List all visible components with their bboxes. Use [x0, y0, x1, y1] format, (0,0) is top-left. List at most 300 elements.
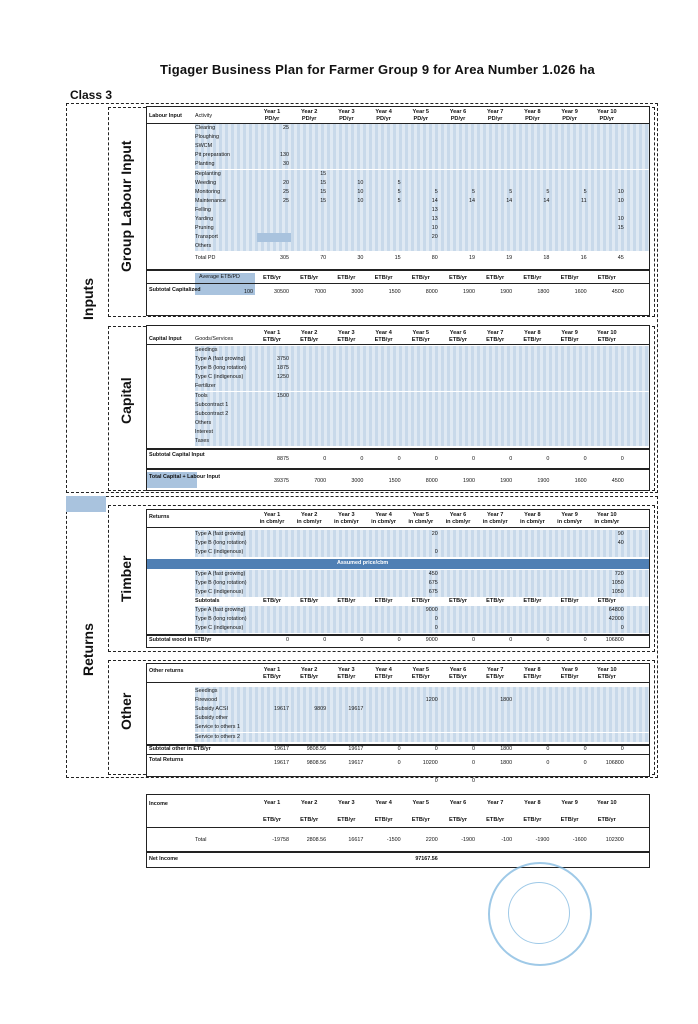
row-label: Yarding	[195, 216, 214, 222]
unit-header: ETB/yr	[560, 598, 579, 604]
transport-highlight	[257, 233, 291, 242]
cell-value: 1800	[537, 289, 550, 295]
cell-value: 10	[357, 179, 364, 186]
cell-value: 15	[320, 170, 327, 177]
below-value: 0	[472, 778, 475, 784]
cell-value: 10	[617, 197, 624, 204]
row-label: Replanting	[195, 170, 221, 177]
unit-header: PD/yr	[339, 116, 354, 122]
other-label: Other	[118, 692, 134, 730]
row-label: Subtotal Capital Input	[149, 452, 205, 458]
cell-value: 14	[431, 197, 438, 204]
cell-value: 19617	[348, 746, 364, 752]
row-label: Goods/Services	[195, 336, 234, 342]
row-band	[195, 539, 649, 548]
year-header: Year 2	[300, 667, 318, 673]
unit-header: ETB/yr	[448, 817, 468, 823]
unit-header: in cbm/yr	[519, 519, 545, 525]
unit-header: in cbm/yr	[557, 519, 583, 525]
cell-value: 19617	[274, 706, 289, 713]
unit-header: ETB/yr	[597, 817, 616, 823]
cell-value: 0	[546, 456, 550, 462]
cell-value: 80	[431, 255, 438, 261]
cell-value: 14	[543, 197, 550, 204]
cell-value: 11	[580, 197, 587, 204]
row-label: Planting	[195, 161, 215, 168]
row-label: Type A (fast growing)	[195, 531, 246, 537]
cell-value: 0	[583, 637, 587, 643]
cell-value: 64800	[608, 607, 624, 613]
year-header: Year 1	[263, 330, 281, 336]
cell-value: 30	[283, 161, 289, 168]
price-bar	[147, 559, 649, 569]
row-label: Fertilizer	[195, 383, 216, 390]
year-header: Year 4	[375, 109, 392, 115]
cell-value: 1900	[463, 478, 475, 484]
unit-header: ETB/yr	[411, 817, 430, 823]
unit-header: in cbm/yr	[333, 519, 359, 525]
year-header: Year 10	[596, 800, 617, 806]
row-label: Seedings	[195, 688, 218, 694]
cell-value: 1500	[388, 289, 401, 295]
cell-value: 0	[546, 637, 550, 643]
rule-line	[147, 754, 649, 755]
cell-value: 0	[434, 549, 438, 555]
row-label: Pruning	[195, 225, 214, 232]
row-label: Total PD	[195, 255, 216, 261]
cell-value: 1500	[388, 478, 401, 484]
official-stamp	[488, 862, 592, 966]
cell-value: 0	[583, 746, 587, 752]
cell-value: 0	[546, 746, 550, 752]
unit-header: ETB/yr	[374, 275, 393, 281]
cell-value: 5	[546, 188, 550, 195]
row-label: Type B (long rotation)	[195, 365, 247, 372]
cell-value: 10200	[422, 760, 438, 766]
cell-value: 20	[431, 531, 438, 537]
row-label: Clearing	[195, 125, 216, 131]
unit-header: ETB/yr	[262, 275, 282, 281]
cell-value: 1800	[500, 760, 513, 766]
rule-line	[147, 283, 649, 284]
row-label: Ploughing	[195, 134, 219, 141]
row-band	[195, 170, 649, 179]
cell-value: 39375	[274, 478, 289, 484]
cell-value: 0	[434, 456, 438, 462]
year-header: Year 3	[338, 800, 355, 806]
cell-value: 1250	[277, 374, 289, 381]
row-band	[195, 382, 649, 391]
cell-value: 9000	[425, 607, 438, 613]
unit-header: ETB/yr	[597, 337, 616, 343]
cell-value: 25	[283, 188, 289, 195]
cell-value: 7000	[314, 289, 327, 295]
cell-value: 16	[580, 255, 587, 261]
cell-value: 675	[428, 589, 438, 595]
cell-value: -1500	[386, 837, 401, 843]
unit-header: ETB/yr	[560, 275, 579, 281]
cell-value: 0	[397, 746, 401, 752]
unit-header: ETB/yr	[411, 337, 430, 343]
cell-value: 70	[320, 255, 327, 261]
unit-header: ETB/yr	[560, 817, 579, 823]
cell-value: 45	[617, 255, 624, 261]
unit-header: ETB/yr	[262, 337, 282, 343]
cell-value: 30500	[274, 289, 289, 295]
below-value: 0	[434, 778, 438, 784]
cell-value: 19617	[274, 760, 289, 766]
year-header: Year 10	[596, 512, 617, 518]
cell-value: 0	[472, 637, 475, 643]
unit-header: in cbm/yr	[482, 519, 508, 525]
unit-header: ETB/yr	[560, 674, 579, 680]
unit-header: ETB/yr	[300, 674, 319, 680]
unit-header: PD/yr	[376, 116, 391, 122]
row-band	[195, 401, 649, 410]
row-label: Average ETB/PD	[199, 274, 240, 280]
row-label: Service to others 1	[195, 724, 240, 731]
rule-line	[147, 269, 649, 271]
divider-shade	[66, 496, 106, 512]
unit-header: ETB/yr	[337, 674, 356, 680]
row-band	[195, 428, 649, 437]
row-label: Weeding	[195, 179, 217, 186]
unit-header: ETB/yr	[486, 674, 505, 680]
cell-value: 1600	[574, 478, 587, 484]
year-header: Year 9	[561, 667, 578, 673]
unit-header: ETB/yr	[374, 598, 393, 604]
cell-value: 5	[397, 188, 401, 195]
year-header: Year 5	[412, 512, 430, 518]
cell-value: 19617	[348, 706, 364, 713]
year-header: Year 9	[561, 512, 578, 518]
row-label: Subcontract 1	[195, 401, 229, 408]
year-header: Year 7	[486, 667, 504, 673]
row-label: Type C (indigenous)	[195, 374, 244, 381]
unit-header: in cbm/yr	[445, 519, 471, 525]
cell-value: 19	[469, 255, 475, 261]
unit-header: ETB/yr	[374, 337, 393, 343]
cell-value: 0	[583, 456, 587, 462]
unit-header: ETB/yr	[411, 275, 430, 281]
row-label: Total Capital + Labour Input	[149, 474, 221, 480]
row-label: SWCM	[195, 143, 213, 150]
rule-line	[147, 448, 649, 450]
cell-value: 0	[286, 637, 289, 643]
cell-value: 1600	[574, 289, 587, 295]
unit-header: ETB/yr	[523, 275, 542, 281]
row-label: Type A (fast growing)	[195, 356, 246, 363]
cell-value: 25	[283, 125, 289, 131]
unit-header: ETB/yr	[337, 275, 356, 281]
year-header: Year 9	[561, 800, 578, 806]
cell-value: 0	[472, 746, 475, 752]
cell-value: 40	[617, 540, 624, 546]
row-band	[195, 714, 649, 723]
year-header: Year 6	[449, 800, 467, 806]
cell-value: 20	[283, 179, 289, 186]
row-label: Type C (indigenous)	[195, 589, 244, 595]
unit-header: PD/yr	[450, 116, 466, 122]
class-label: Class 3	[70, 88, 113, 102]
year-header: Year 6	[449, 109, 467, 115]
cell-value: 4500	[611, 289, 624, 295]
row-label: Labour Input	[149, 113, 182, 119]
capital-table	[146, 325, 650, 491]
unit-header: ETB/yr	[486, 275, 505, 281]
unit-header: ETB/yr	[523, 817, 542, 823]
cell-value: 1500	[277, 392, 289, 399]
row-band	[195, 346, 649, 355]
unit-header: PD/yr	[487, 116, 503, 122]
unit-header: in cbm/yr	[408, 519, 434, 525]
unit-header: ETB/yr	[374, 817, 393, 823]
cell-value: 0	[323, 456, 327, 462]
cell-value: 0	[620, 746, 624, 752]
unit-header: ETB/yr	[597, 674, 616, 680]
row-label: Subtotals	[195, 598, 220, 604]
inputs-label: Inputs	[80, 278, 96, 320]
unit-header: PD/yr	[562, 116, 577, 122]
cell-value: 90	[617, 531, 624, 537]
unit-header: in cbm/yr	[259, 519, 285, 525]
unit-header: ETB/yr	[300, 817, 319, 823]
cell-value: -19758	[272, 837, 289, 843]
avg-rate-value: 100	[244, 289, 253, 295]
cell-value: 1800	[500, 697, 513, 704]
row-label: Total	[195, 837, 207, 843]
cell-value: 8875	[277, 456, 289, 462]
unit-header: in cbm/yr	[371, 519, 397, 525]
cell-value: 0	[360, 456, 364, 462]
unit-header: ETB/yr	[300, 598, 319, 604]
price-label: Assumed price/cbm	[337, 560, 389, 566]
row-label: Type C (indigenous)	[195, 625, 244, 631]
cell-value: 3750	[277, 356, 289, 363]
cell-value: 10	[617, 216, 624, 222]
unit-header: ETB/yr	[262, 817, 282, 823]
other-table	[146, 663, 650, 784]
row-band	[195, 419, 649, 428]
year-header: Year 5	[412, 667, 430, 673]
row-label: Total Returns	[149, 757, 184, 763]
cell-value: 0	[360, 637, 364, 643]
unit-header: PD/yr	[301, 116, 317, 122]
rule-line	[147, 851, 649, 853]
rule-line	[147, 682, 649, 683]
unit-header: ETB/yr	[597, 275, 616, 281]
cell-value: 9000	[425, 637, 438, 643]
row-label: Felling	[195, 206, 211, 213]
unit-header: ETB/yr	[486, 337, 505, 343]
cell-value: 0	[397, 637, 401, 643]
cell-value: 1200	[425, 697, 438, 704]
row-label: Monitoring	[195, 188, 221, 195]
cell-value: 42000	[608, 616, 624, 622]
cell-value: 13	[431, 216, 438, 222]
cell-value: 20	[431, 234, 438, 241]
year-header: Year 2	[300, 800, 318, 806]
row-label: Pit preparation	[195, 152, 231, 159]
row-label: Seedings	[195, 347, 218, 353]
row-band	[195, 242, 649, 251]
cell-value: 106800	[605, 637, 624, 643]
cell-value: 130	[280, 152, 289, 159]
cell-value: 1050	[611, 580, 624, 586]
row-label: Returns	[149, 514, 170, 520]
unit-header: ETB/yr	[448, 598, 468, 604]
cell-value: 1900	[463, 289, 475, 295]
cell-value: 0	[434, 746, 438, 752]
unit-header: ETB/yr	[262, 598, 282, 604]
year-header: Year 3	[338, 109, 355, 115]
cell-value: 8000	[425, 289, 438, 295]
unit-header: ETB/yr	[486, 817, 505, 823]
cell-value: 5	[434, 188, 438, 195]
income-table	[146, 794, 650, 868]
year-header: Year 5	[412, 800, 430, 806]
row-band	[195, 723, 649, 732]
cell-value: 0	[620, 456, 624, 462]
rule-line	[147, 827, 649, 828]
cell-value: 19617	[348, 760, 364, 766]
year-header: Year 1	[263, 512, 281, 518]
cell-value: 0	[472, 456, 475, 462]
unit-header: ETB/yr	[486, 598, 505, 604]
row-label: Service to others 2	[195, 733, 240, 740]
year-header: Year 8	[524, 109, 541, 115]
row-band	[195, 733, 649, 742]
row-label: Tools	[195, 392, 208, 399]
cell-value: 15	[320, 197, 327, 204]
row-label: Subsidy other	[195, 715, 228, 722]
row-label: Other returns	[149, 668, 184, 674]
cell-value: -1600	[572, 837, 587, 843]
row-label: Capital Input	[149, 336, 182, 342]
year-header: Year 6	[449, 512, 467, 518]
year-header: Year 4	[375, 512, 392, 518]
year-header: Year 2	[300, 512, 318, 518]
cell-value: 5	[472, 188, 475, 195]
capital-label: Capital	[118, 377, 134, 424]
cell-value: 1050	[611, 589, 624, 595]
year-header: Year 2	[300, 109, 318, 115]
unit-header: ETB/yr	[337, 337, 356, 343]
labour-table	[146, 106, 650, 316]
row-label: Transport	[195, 234, 218, 241]
cell-value: 450	[428, 571, 438, 577]
year-header: Year 10	[596, 330, 617, 336]
year-header: Year 8	[524, 330, 541, 336]
row-label: Subcontract 2	[195, 410, 229, 417]
unit-header: ETB/yr	[337, 598, 356, 604]
year-header: Year 8	[524, 800, 541, 806]
row-label: Others	[195, 243, 212, 250]
year-header: Year 1	[263, 109, 281, 115]
year-header: Year 6	[449, 667, 467, 673]
row-label: Subsidy ACSI	[195, 706, 228, 713]
cell-value: 3000	[351, 478, 364, 484]
cell-value: 2200	[425, 837, 438, 843]
timber-label: Timber	[118, 555, 134, 602]
year-header: Year 4	[375, 330, 392, 336]
cell-value: 10	[431, 225, 438, 232]
cell-value: 9809	[314, 706, 327, 713]
row-label: Taxes	[195, 438, 210, 444]
cell-value: 305	[280, 255, 289, 261]
cell-value: 30	[357, 255, 364, 261]
cell-value: 1900	[500, 478, 513, 484]
cell-value: 8000	[425, 478, 438, 484]
row-label: Activity	[195, 113, 213, 119]
row-label: Income	[149, 801, 168, 807]
cell-value: 19	[506, 255, 513, 261]
year-header: Year 8	[524, 512, 541, 518]
unit-header: in cbm/yr	[594, 519, 620, 525]
cell-value: 16617	[348, 837, 364, 843]
unit-header: ETB/yr	[448, 337, 468, 343]
cell-value: 4500	[611, 478, 624, 484]
cell-value: 5	[397, 197, 401, 204]
cell-value: 0	[434, 616, 438, 622]
unit-header: ETB/yr	[560, 337, 579, 343]
timber-table	[146, 509, 650, 648]
row-label: Firewood	[195, 697, 218, 704]
unit-header: in cbm/yr	[296, 519, 322, 525]
row-label: Interest	[195, 428, 213, 435]
cell-value: 9808.56	[306, 760, 327, 766]
rule-line	[147, 634, 649, 636]
cell-value: 10	[617, 188, 624, 195]
unit-header: ETB/yr	[374, 674, 393, 680]
year-header: Year 7	[486, 800, 504, 806]
row-label: Type A (fast growing)	[195, 571, 246, 577]
year-header: Year 4	[375, 667, 392, 673]
unit-header: ETB/yr	[300, 337, 319, 343]
row-label: Others	[195, 419, 212, 426]
cell-value: 19617	[274, 746, 289, 752]
year-header: Year 2	[300, 330, 318, 336]
cell-value: 1800	[500, 746, 513, 752]
row-label: Subtotal other in ETB/yr	[149, 746, 211, 752]
cell-value: 5	[397, 179, 401, 186]
cell-value: 15	[320, 188, 327, 195]
cell-value: 5	[509, 188, 513, 195]
cell-value: 1900	[500, 289, 513, 295]
cell-value: 720	[614, 571, 624, 577]
cell-value: 1875	[277, 365, 289, 372]
cell-value: 0	[620, 625, 624, 631]
row-label: Subtotal Capitalized	[149, 287, 201, 293]
year-header: Year 9	[561, 330, 578, 336]
cell-value: 15	[320, 179, 327, 186]
page-title: Tigager Business Plan for Farmer Group 9 for Area Number 1.026 ha	[160, 62, 595, 77]
cell-value: 0	[397, 456, 401, 462]
year-header: Year 3	[338, 330, 355, 336]
cell-value: 106800	[605, 760, 624, 766]
row-label: Type B (long rotation)	[195, 580, 247, 586]
year-header: Year 1	[263, 667, 281, 673]
unit-header: ETB/yr	[523, 598, 542, 604]
row-label: Type B (long rotation)	[195, 540, 247, 546]
year-header: Year 9	[561, 109, 578, 115]
cell-value: 18	[543, 255, 550, 261]
unit-header: PD/yr	[525, 116, 540, 122]
year-header: Year 5	[412, 330, 430, 336]
cell-value: 0	[583, 760, 587, 766]
row-label: Type B (long rotation)	[195, 616, 247, 622]
net-income-value: 97167.56	[415, 856, 438, 862]
